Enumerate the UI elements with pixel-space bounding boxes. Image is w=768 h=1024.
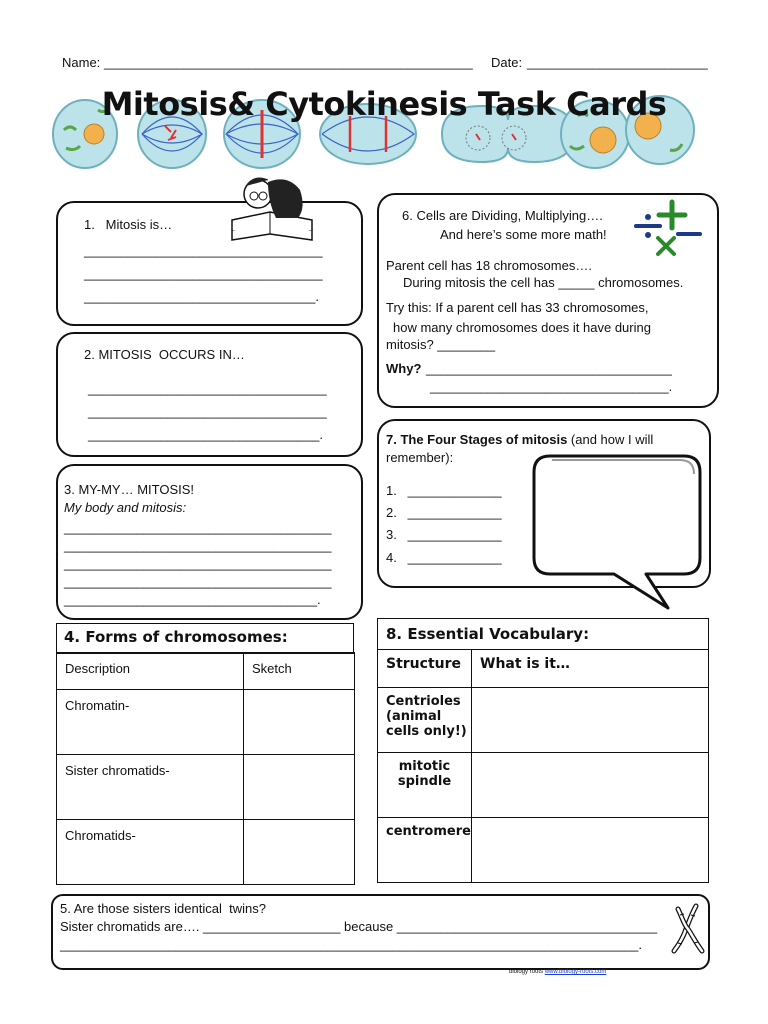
card6-why-line-1[interactable]: __________________________________	[426, 361, 672, 376]
card5-because: because	[340, 919, 397, 934]
card6-why-label: Why?	[386, 361, 425, 376]
name-field[interactable]: ___________________________________________________	[104, 55, 473, 70]
row-mitotic-spindle: mitotic spindle	[397, 759, 452, 789]
card6-title-line-2: And here’s some more math!	[440, 227, 607, 242]
reading-man-icon	[228, 172, 316, 244]
card7-title-line-2: remember):	[386, 450, 454, 465]
table-header-row	[57, 653, 355, 690]
name-label: Name:	[62, 55, 104, 70]
table-row	[378, 818, 709, 883]
col-what-is-it: What is it…	[480, 656, 570, 672]
essential-vocabulary-table	[377, 618, 709, 883]
date-field[interactable]: _________________________	[527, 55, 708, 70]
card6-why-line-2[interactable]: _________________________________.	[430, 379, 673, 394]
forms-of-chromosomes-header	[56, 623, 354, 654]
card3-line-1[interactable]: _____________________________________	[64, 520, 332, 535]
row-centrioles: Centrioles (animal cells only!)	[386, 694, 467, 739]
card2-line-2[interactable]: _________________________________	[88, 404, 327, 419]
row-centromere: centromere	[386, 824, 471, 839]
footer-link[interactable]: www.biology-roots.com	[544, 969, 607, 975]
card6-question-2: how many chromosomes does it have during	[393, 320, 651, 335]
date-label: Date:	[491, 55, 526, 70]
math-symbols-icon	[634, 198, 704, 258]
essential-vocabulary-heading: 8. Essential Vocabulary:	[386, 625, 590, 643]
row-sister-chromatids: Sister chromatids-	[65, 763, 170, 778]
table-row	[378, 688, 709, 753]
footer-text: biology roots	[509, 969, 545, 975]
definition-cell[interactable]	[472, 688, 709, 753]
table-row	[57, 820, 355, 885]
card2-prompt: 2. MITOSIS OCCURS IN…	[84, 347, 245, 362]
table-row	[57, 690, 355, 755]
card6-title-line-1: 6. Cells are Dividing, Multiplying….	[402, 208, 603, 223]
footer-credit	[509, 969, 606, 975]
card7-title-rest: (and how I will	[567, 432, 654, 447]
card5-line-3[interactable]: ________________________________________________________________________________.	[60, 937, 643, 952]
card5-blank-2[interactable]: ____________________________________	[396, 919, 658, 934]
card1-line-1[interactable]: _________________________________	[84, 243, 323, 258]
stage-1[interactable]: 1. _____________	[386, 483, 502, 498]
stage-4[interactable]: 4. _____________	[386, 550, 502, 565]
sketch-cell[interactable]	[244, 820, 355, 885]
definition-cell[interactable]	[472, 818, 709, 883]
vocab-heading-row	[378, 619, 709, 650]
row-chromatids: Chromatids-	[65, 828, 136, 843]
stage-3[interactable]: 3. _____________	[386, 527, 502, 542]
row-chromatin: Chromatin-	[65, 698, 130, 713]
card5-sentence	[60, 919, 657, 935]
card7-title-bold: 7. The Four Stages of mitosis	[386, 432, 568, 447]
col-sketch: Sketch	[252, 661, 292, 676]
chromosome-icon	[668, 903, 708, 955]
card1-line-2[interactable]: _________________________________	[84, 266, 323, 281]
card7-title	[386, 432, 653, 448]
col-description: Description	[65, 661, 131, 676]
vocab-header-row	[378, 650, 709, 688]
definition-cell[interactable]	[472, 753, 709, 818]
card3-subprompt: My body and mitosis:	[64, 500, 187, 515]
card2-line-1[interactable]: _________________________________	[88, 381, 327, 396]
card3-line-2[interactable]: _____________________________________	[64, 538, 332, 553]
card2-line-3[interactable]: ________________________________.	[88, 427, 323, 442]
card5-question: 5. Are those sisters identical twins?	[60, 901, 266, 916]
card6-paragraph-2: During mitosis the cell has _____ chromosomes.	[403, 275, 684, 290]
card3-line-5[interactable]: ___________________________________.	[64, 592, 321, 607]
card6-question-1: Try this: If a parent cell has 33 chromosomes,	[386, 300, 649, 315]
col-structure: Structure	[386, 656, 462, 672]
card3-prompt: 3. MY-MY… MITOSIS!	[64, 482, 195, 497]
table-row	[57, 755, 355, 820]
card6-paragraph-1: Parent cell has 18 chromosomes….	[386, 258, 592, 273]
forms-of-chromosomes-table	[56, 652, 355, 885]
card3-line-4[interactable]: _____________________________________	[64, 574, 332, 589]
card5-blank-1[interactable]: ___________________	[203, 919, 341, 934]
card3-line-3[interactable]: _____________________________________	[64, 556, 332, 571]
sketch-cell[interactable]	[244, 755, 355, 820]
page-title: Mitosis& Cytokinesis Task Cards	[101, 85, 667, 123]
table-row	[378, 753, 709, 818]
card1-line-3[interactable]: ________________________________.	[84, 289, 319, 304]
card5-sentence-start: Sister chromatids are….	[60, 919, 204, 934]
stage-2[interactable]: 2. _____________	[386, 505, 502, 520]
card6-question-3[interactable]: mitosis? ________	[386, 337, 496, 352]
speech-bubble[interactable]	[528, 452, 708, 614]
card1-prompt: 1. Mitosis is…	[84, 217, 173, 232]
forms-of-chromosomes-heading: 4. Forms of chromosomes:	[64, 628, 288, 646]
sketch-cell[interactable]	[244, 690, 355, 755]
